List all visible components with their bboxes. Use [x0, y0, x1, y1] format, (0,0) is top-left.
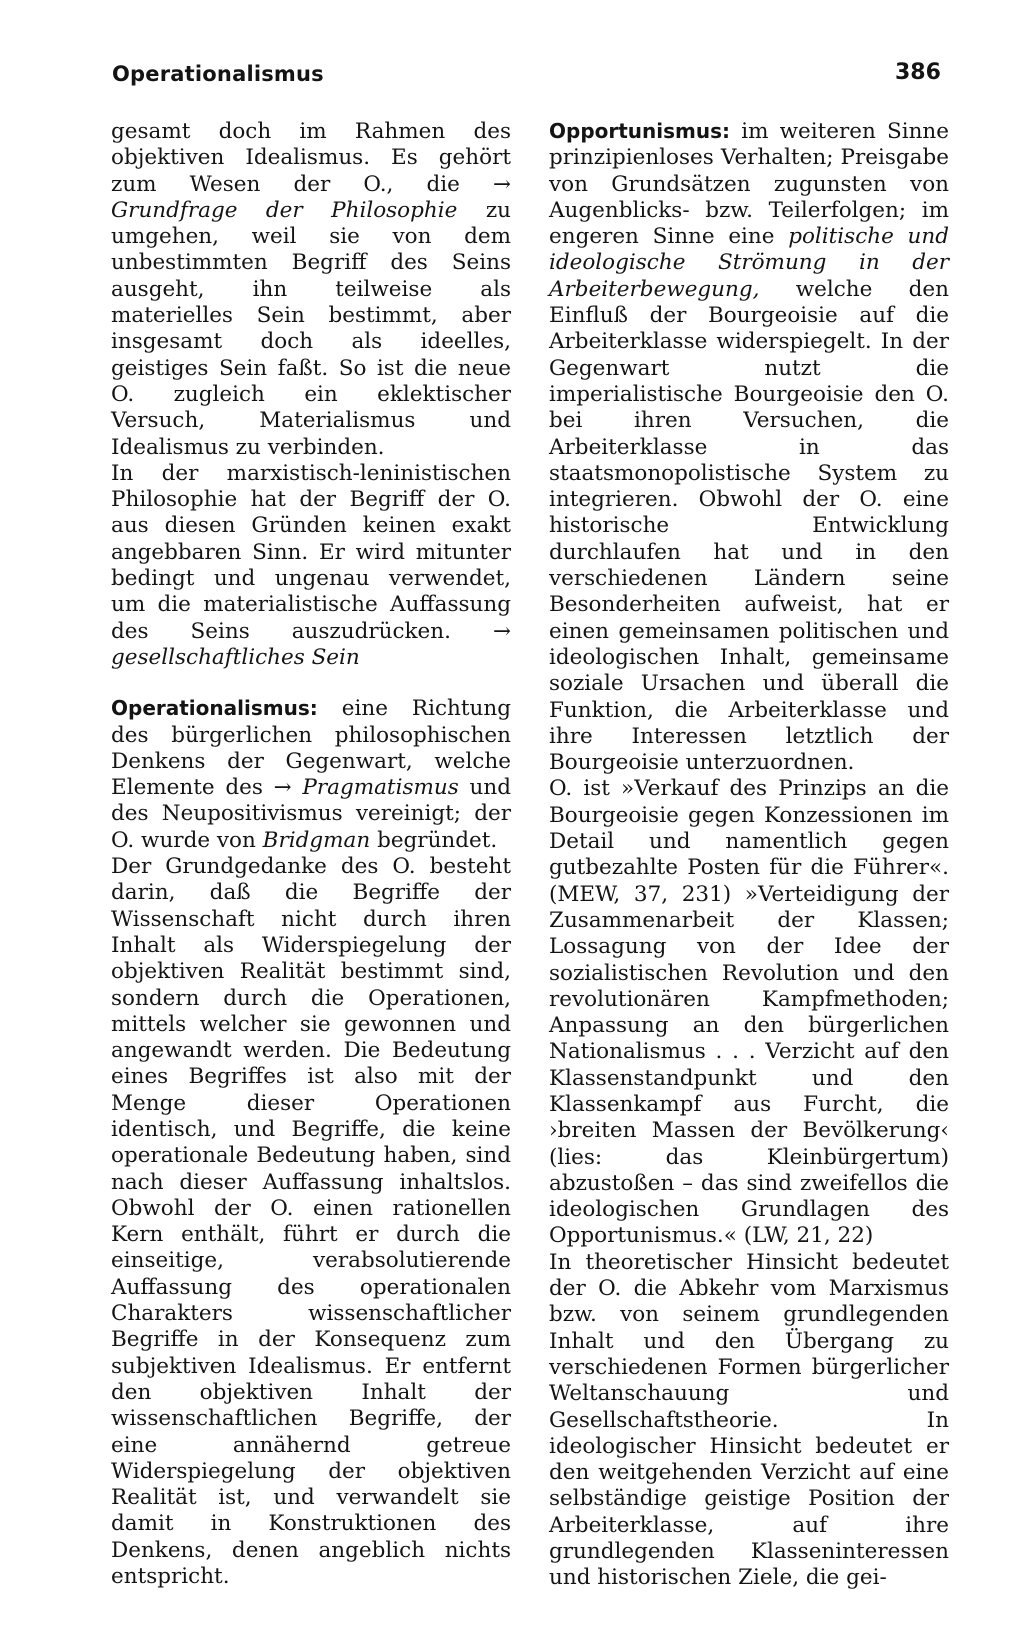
cross-reference-link[interactable]: gesellschaftliches Sein: [111, 644, 360, 670]
text-run: zu umgehen, weil sie von dem unbestimmten Begriff des Seins ausgeht, ihn teilweise als materielles Sein bestimmt, aber insgesamt doch als ideelles, geistiges Sein faßt. So ist die neue O. zugleich ein eklektischer Versuch, Materialismus und Idealismus zu verbinden.: [111, 197, 511, 460]
cross-reference-arrow-icon: →: [492, 618, 511, 644]
left-column: [111, 119, 511, 1590]
text-run: In der marxistisch-leninistischen Philosophie hat der Begriff der O. aus diesen Gründen keinen exakt angebbaren Sinn. Er wird mitunter bedingt und ungenau verwendet, um die materialistische Auffassung des Seins auszudrücken.: [111, 460, 511, 644]
entry-operationalismus-paragraph-1: [111, 695, 511, 854]
text-run: begründet.: [377, 827, 498, 853]
entry-lemma: Operationalismus:: [111, 696, 318, 721]
person-name: Bridgman: [262, 827, 371, 853]
right-column: [549, 118, 949, 1592]
running-header-term: Operationalismus: [112, 62, 324, 86]
cross-reference-link[interactable]: Grundfrage der Philosophie: [111, 197, 458, 223]
emphasized-phrase: politische und ideologische Strömung in der Arbeiterbewegung,: [549, 224, 949, 302]
continued-paragraph-1: [111, 119, 511, 461]
text-run: im weiteren Sinne prinzipienloses Verhalten; Preisgabe von Grundsätzen zugunsten von Augenblicks- bzw. Teilerfolgen; im engeren Sinne eine: [549, 119, 950, 250]
cross-reference-arrow-icon: →: [273, 775, 292, 801]
entry-operationalismus-paragraph-2: Der Grundgedanke des O. besteht darin, daß die Begriffe der Wissenschaft nicht durch ihren Inhalt als Widerspiegelung der objektiven Realität bestimmt sind, sondern durch die Operationen, mittels welcher sie gewonnen und angewandt werden. Die Bedeutung eines Begriffes ist also mit der Menge dieser Operationen identisch, und Begriffe, die keine operationale Bedeutung haben, sind nach dieser Auffassung inhaltslos. Obwohl der O. einen rationellen Kern enthält, führt er durch die einseitige, verabsolutierende Auffassung des operationalen Charakters wissenschaftlicher Begriffe in der Konsequenz zum subjektiven Idealismus. Er entfernt den objektiven Inhalt der wissenschaftlichen Begriffe, der eine annähernd getreue Widerspiegelung der objektiven Realität ist, und verwandelt sie damit in Konstruktionen des Denkens, denen angeblich nichts entspricht.: [111, 854, 511, 1590]
text-run: und des Neupositivismus vereinigt; der O. wurde von: [111, 775, 511, 853]
page-number: 386: [895, 60, 941, 85]
text-run: gesamt doch im Rahmen des objektiven Idealismus. Es gehört zum Wesen der O., die: [111, 119, 511, 197]
entry-opportunismus-paragraph-1: [549, 118, 949, 776]
continued-paragraph-2: [111, 461, 511, 671]
text-run: eine Richtung des bürgerlichen philosophischen Denkens der Gegenwart, welche Elemente des: [111, 696, 511, 801]
entry-lemma: Opportunismus:: [549, 119, 731, 143]
entry-opportunismus-paragraph-3: In theoretischer Hinsicht bedeutet der O. die Abkehr vom Marxismus bzw. von seinem grundlegenden Inhalt und den Übergang zu verschiedenen Formen bürgerlicher Weltanschauung und Gesellschaftstheorie. In ideologischer Hinsicht bedeutet er den weitgehenden Verzicht auf eine selbständige geistige Position der Arbeiterklasse, auf ihre grundlegenden Klasseninteressen und historischen Ziele, die gei-: [549, 1249, 949, 1591]
cross-reference-link[interactable]: Pragmatismus: [302, 775, 459, 801]
cross-reference-arrow-icon: →: [492, 171, 511, 197]
entry-opportunismus-paragraph-2: O. ist »Verkauf des Prinzips an die Bourgeoisie gegen Konzessionen im Detail und namentlich gegen gutbezahlte Posten für die Führer«. (MEW, 37, 231) »Verteidigung der Zusammenarbeit der Klassen; Lossagung von der Idee der sozialistischen Revolution und den revolutionären Kampfmethoden; Anpassung an den bürgerlichen Nationalismus . . . Verzicht auf den Klassenstandpunkt und den Klassenkampf aus Furcht, die ›breiten Massen der Bevölkerung‹ (lies: das Kleinbürgertum) abzustoßen – das sind zweifellos die ideologischen Grundlagen des Opportunismus.« (LW, 21, 22): [549, 776, 949, 1249]
text-run: welche den Einfluß der Bourgeoisie auf die Arbeiterklasse widerspiegelt. In der Gegenwart nutzt die imperialistische Bourgeoisie den O. bei ihren Versuchen, die Arbeiterklasse in das staatsmonopolistische System zu integrieren. Obwohl der O. eine historische Entwicklung durchlaufen hat und in den verschiedenen Ländern seine Besonderheiten aufweist, hat er einen gemeinsamen politischen und ideologischen Inhalt, gemeinsame soziale Ursachen und überall die Funktion, die Arbeiterklasse und ihre Interessen letztlich der Bourgeoisie unterzuordnen.: [549, 276, 949, 776]
